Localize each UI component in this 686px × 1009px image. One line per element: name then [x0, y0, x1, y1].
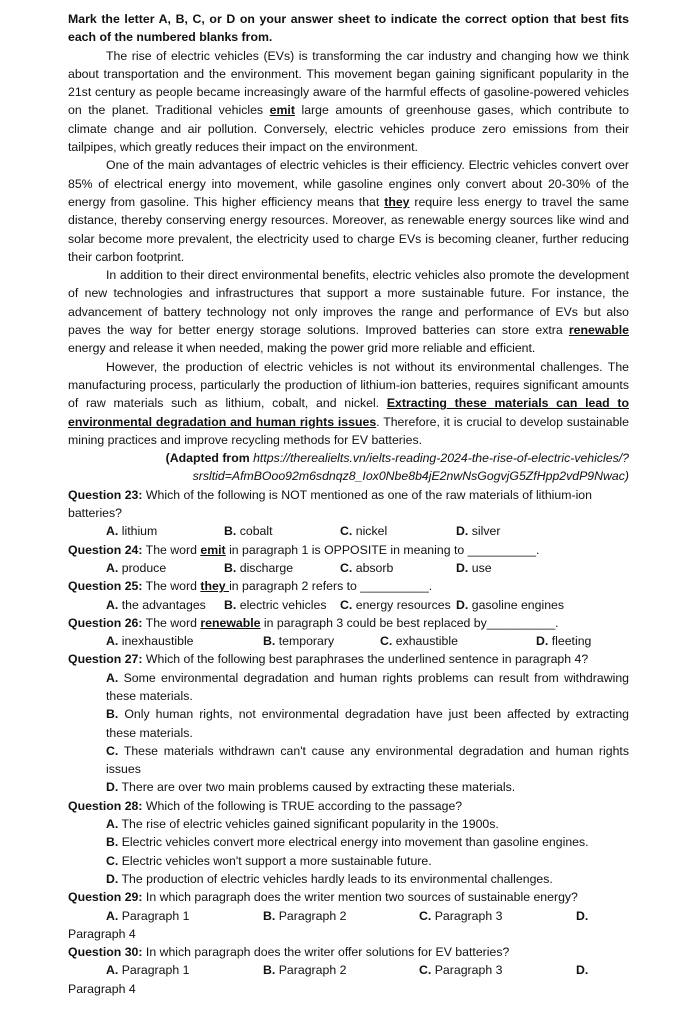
option-d[interactable]: D. fleeting: [536, 634, 592, 649]
option-b[interactable]: B. Paragraph 2: [263, 908, 347, 923]
question-text: Which of the following is NOT mentioned as one of the raw materials of lithium-ion batteries?: [68, 487, 592, 521]
option-d[interactable]: D. There are over two main problems caused by extracting these materials.: [106, 780, 516, 795]
options-26: [68, 632, 629, 650]
option-a[interactable]: A. The rise of electric vehicles gained significant popularity in the 1900s.: [106, 817, 499, 832]
options-23: [68, 522, 629, 540]
options-30: [68, 961, 629, 979]
option-d-text[interactable]: Paragraph 4: [68, 926, 136, 941]
options-24: [68, 559, 629, 577]
question-23: [68, 486, 629, 523]
paragraph-1-text-a: The rise of electric vehicles (EVs) is transforming the car industry and changing how we think about transportation and the environment. This movement began gaining significant popularity in the 21st century as people became increasingly aware of the harmful effects of gasoline-powered vehicles on the planet. Traditional vehicles: [68, 48, 629, 118]
option-b[interactable]: B. Paragraph 2: [263, 963, 347, 978]
option-c[interactable]: C. absorb: [340, 560, 394, 575]
instruction-heading: Mark the letter A, B, C, or D on your answer sheet to indicate the correct option that best fits each of the numbered blanks from.: [68, 12, 629, 45]
option-d-letter[interactable]: D.: [576, 908, 589, 923]
option-d[interactable]: D. gasoline engines: [456, 597, 565, 612]
option-b[interactable]: B. temporary: [263, 634, 335, 649]
option-c[interactable]: C. exhaustible: [380, 634, 458, 649]
source-label: (Adapted from: [165, 451, 254, 466]
options-25: [68, 596, 629, 614]
option-d[interactable]: D. The production of electric vehicles hardly leads to its environmental challenges.: [106, 871, 553, 886]
question-27: Question 27: Which of the following best paraphrases the underlined sentence in paragraph 4?: [68, 652, 589, 667]
paragraph-3: [68, 266, 629, 357]
source-url: https://therealielts.vn/ielts-reading-2024-the-rise-of-electric-vehicles/?srsltid=AfmBOoo92m6sdnqz8_Iox0Nbe8b4jE2nwNsGogvjG5ZfHpp2vdP9Nwac): [192, 451, 629, 484]
option-a[interactable]: A. Paragraph 1: [106, 908, 190, 923]
option-d-text[interactable]: Paragraph 4: [68, 981, 136, 996]
underlined-sentence: Extracting these materials can lead to environmental degradation and human rights issues: [68, 396, 629, 429]
underlined-word: emit: [200, 542, 226, 557]
option-c[interactable]: C. energy resources: [340, 597, 451, 612]
option-d[interactable]: D. silver: [456, 524, 501, 539]
option-a[interactable]: A. inexhaustible: [106, 634, 194, 649]
paragraph-3-text-a: In addition to their direct environmental benefits, electric vehicles also promote the development of new technologies and infrastructures that support a more sustainable future. For instance, the advancement of battery technology not only improves the range and performance of EVs but also paves the way for better energy storage solutions. Improved batteries can store extra: [68, 268, 629, 338]
underlined-word: they: [200, 579, 230, 594]
question-24: Question 24: The word emit in paragraph 1 is OPPOSITE in meaning to __________.: [68, 542, 540, 557]
underlined-word-renewable: renewable: [568, 323, 629, 338]
option-b[interactable]: B. Electric vehicles convert more electrical energy into movement than gasoline engines.: [106, 835, 589, 850]
option-a[interactable]: A. lithium: [106, 524, 158, 539]
underlined-word-they: they: [384, 194, 410, 209]
option-c[interactable]: C. Electric vehicles won't support a more sustainable future.: [106, 853, 432, 868]
option-b[interactable]: B. Only human rights, not environmental degradation have just been affected by extracting these materials.: [106, 707, 630, 740]
option-b[interactable]: B. cobalt: [224, 524, 273, 539]
paragraph-1-text-b: large amounts of greenhouse gases, which contribute to climate change and air pollution. Conversely, electric vehicles produce zero emissions from their tailpipes, which greatly reduces their impact on the environment.: [68, 103, 629, 155]
paragraph-4: [68, 358, 629, 449]
option-c[interactable]: C. Paragraph 3: [419, 963, 503, 978]
option-a[interactable]: A. Paragraph 1: [106, 963, 190, 978]
paragraph-2-text-a: One of the main advantages of electric vehicles is their efficiency. Electric vehicles convert over 85% of electrical energy into movement, while gasoline engines only convert about 20-30% of the energy from gasoline. This higher efficiency means that: [68, 158, 629, 209]
source-citation: [68, 449, 629, 486]
option-d-letter[interactable]: D.: [576, 963, 589, 978]
paragraph-1: [68, 47, 629, 157]
question-30: Question 30: In which paragraph does the writer offer solutions for EV batteries?: [68, 945, 510, 960]
option-a[interactable]: A. the advantages: [106, 597, 206, 612]
paragraph-4-text-b: . Therefore, it is crucial to develop sustainable mining practices and improve recycling methods for EV batteries.: [68, 414, 629, 447]
underlined-word-emit: emit: [269, 103, 295, 118]
question-29: Question 29: In which paragraph does the writer mention two sources of sustainable energy?: [68, 890, 578, 905]
option-a[interactable]: A. produce: [106, 560, 167, 575]
option-d[interactable]: D. use: [456, 560, 492, 575]
paragraph-2: [68, 156, 629, 266]
underlined-word: renewable: [200, 615, 261, 630]
option-c[interactable]: C. These materials withdrawn can't cause any environmental degradation and human rights issues: [106, 743, 629, 777]
paragraph-2-text-b: require less energy to travel the same distance, thereby conserving energy resources. Moreover, as renewable energy sources like wind and solar become more prevalent, the electricity used to charge EVs is becoming cleaner, further reducing their carbon footprint.: [68, 194, 629, 264]
question-25: Question 25: The word they in paragraph 2 refers to __________.: [68, 579, 433, 594]
option-b[interactable]: B. discharge: [224, 560, 294, 575]
paragraph-3-text-b: energy and release it when needed, making the power grid more reliable and efficient.: [68, 341, 536, 356]
worksheet-page: [68, 10, 629, 998]
option-b[interactable]: B. electric vehicles: [224, 597, 327, 612]
option-c[interactable]: C. nickel: [340, 524, 388, 539]
paragraph-4-text-a: However, the production of electric vehicles is not without its environmental challenges. The manufacturing process, particularly the production of lithium-ion batteries, requires significant amounts of raw materials such as lithium, cobalt, and nickel.: [68, 359, 629, 411]
question-26: Question 26: The word renewable in paragraph 3 could be best replaced by__________.: [68, 615, 559, 630]
options-29: [68, 907, 629, 925]
option-a[interactable]: A. Some environmental degradation and human rights problems can result from withdrawing these materials.: [106, 670, 629, 703]
question-number: Question 23:: [68, 487, 143, 502]
question-28: Question 28: Which of the following is TRUE according to the passage?: [68, 798, 463, 813]
option-c[interactable]: C. Paragraph 3: [419, 908, 503, 923]
